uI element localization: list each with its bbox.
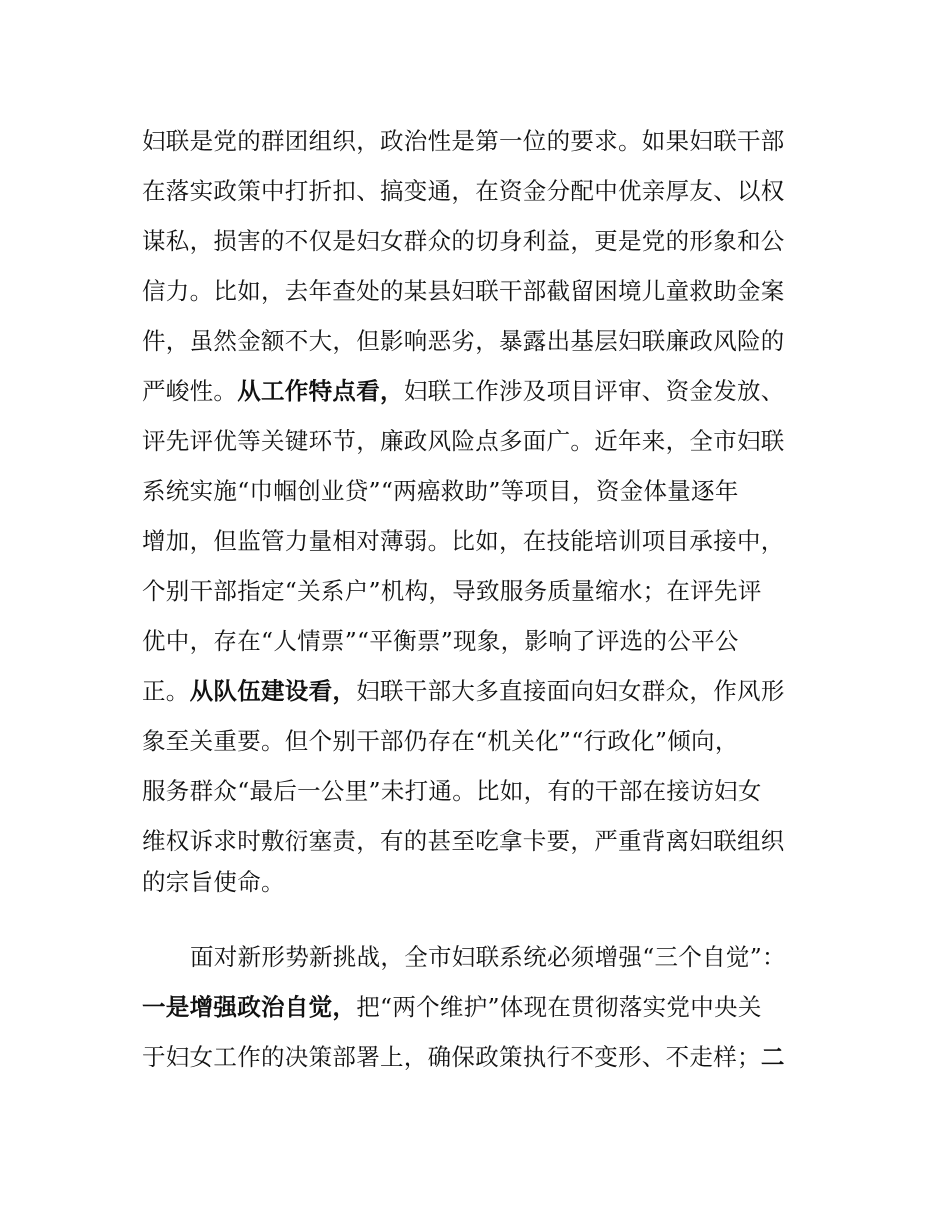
body-text-line: 件，虽然金额不大，但影响恶劣，暴露出基层妇联廉政风险的 <box>142 327 785 355</box>
body-text: 把“两个维护”体现在贯彻落实党中央关 <box>356 993 762 1021</box>
bold-lead-work-features: 从工作特点看， <box>237 377 404 405</box>
body-text-line: 评先评优等关键环节，廉政风险点多面广。近年来，全市妇联 <box>142 427 785 455</box>
body-text-line: 个别干部指定“关系户”机构，导致服务质量缩水；在评先评 <box>142 577 762 605</box>
paragraph-first-line: 面对新形势新挑战，全市妇联系统必须增强“三个自觉”： <box>190 943 786 971</box>
body-text: 于妇女工作的决策部署上，确保政策执行不变形、不走样； <box>142 1043 761 1071</box>
body-text-line: 优中，存在“人情票”“平衡票”现象，影响了评选的公平公 <box>142 627 739 655</box>
body-text-line: 的宗旨使命。 <box>142 868 285 896</box>
body-text: 妇联工作涉及项目评审、资金发放、 <box>403 377 785 405</box>
body-text-line: 在落实政策中打折扣、搞变通，在资金分配中优亲厚友、以权 <box>142 177 785 205</box>
body-text-line: 谋私，损害的不仅是妇女群众的切身利益，更是党的形象和公 <box>142 227 785 255</box>
body-text-line <box>142 987 822 1027</box>
bold-lead-political-awareness: 一是增强政治自觉， <box>142 993 357 1021</box>
body-text-line: 系统实施“巾帼创业贷”“两癌救助”等项目，资金体量逐年 <box>142 477 739 505</box>
body-text-line: 服务群众“最后一公里”未打通。比如，有的干部在接访妇女 <box>142 777 762 805</box>
body-text-line <box>142 671 822 711</box>
body-text-line: 象至关重要。但个别干部仍存在“机关化”“行政化”倾向， <box>142 727 739 755</box>
body-text-line: 维权诉求时敷衍塞责，有的甚至吃拿卡要，严重背离妇联组织 <box>142 827 785 855</box>
body-text-line <box>142 371 822 411</box>
bold-lead-next-item: 二 <box>760 1043 785 1071</box>
bold-lead-team-building: 从队伍建设看， <box>189 677 357 705</box>
body-text: 妇联干部大多直接面向妇女群众，作风形 <box>356 677 785 705</box>
body-text-line: 增加，但监管力量相对薄弱。比如，在技能培训项目承接中， <box>142 527 785 555</box>
body-text: 严峻性。 <box>142 377 238 405</box>
body-text-line <box>142 1037 822 1077</box>
body-text-line: 信力。比如，去年查处的某县妇联干部截留困境儿童救助金案 <box>142 277 785 305</box>
body-text-line: 妇联是党的群团组织，政治性是第一位的要求。如果妇联干部 <box>142 127 785 155</box>
body-text: 正。 <box>142 677 190 705</box>
